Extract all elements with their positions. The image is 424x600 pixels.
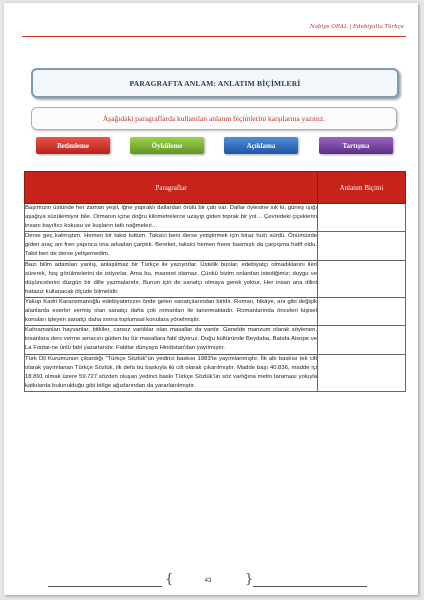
paragraph-text: Başımızın üstünde her zaman yeşil, iğne yapraklı dallardan örülü bir çatı var. Dallar öylesine sık ki, güneş ışığı aşağıya süzülemiyor bile. Ormanın içine doğru kilometrelerce uzayıp giden toprak bir yol… Çevredeki çiçeklerin insanı bayıltıcı kokusu ve kuşların tatlı nağmeleri…: [25, 204, 318, 232]
table-row: [25, 232, 406, 260]
answer-cell[interactable]: [318, 297, 406, 325]
paragraph-text: Kahramanları hayvanlar, bitkiler, cansız varlıklar olan masallar da vardır. Genelde manzum olarak söylenen, insanlara ders verme amacını güden bu tür masallara fabl diyoruz. Doğu kültüründe Beydaba, Batıda Aisope ve La Fontai-ne ünlü fabl yazarlarıdır. Fabllar dünyaya Hindistan'dan yayılmıştır.: [25, 326, 318, 354]
footer-line-left: [48, 586, 162, 587]
table-row: [25, 297, 406, 325]
betimleme-button[interactable]: Betimleme: [36, 137, 110, 154]
footer-line-right: [253, 586, 367, 587]
worksheet-page: [4, 3, 418, 595]
answer-cell[interactable]: [318, 326, 406, 354]
column-header-style: Anlatım Biçimi: [318, 172, 406, 204]
table-row: [25, 204, 406, 232]
table-row: [25, 354, 406, 391]
paragraph-text: Derse geç kalmıştım. Hemen bir taksi tuttum. Taksici beni derse yetiştirmek için biraz hızlı sürdü. Önümüzde giden araç ani fren yapınca ona arkadan çarptık. Bereket, taksici hemen frene basmıştı da çarpışma hafif oldu. Tabii ben de derse yetişemedim.: [25, 232, 318, 260]
left-brace-icon: {: [165, 572, 174, 587]
table-row: [25, 260, 406, 297]
table-header-row: [25, 172, 406, 204]
oykuleme-button[interactable]: Öyküleme: [130, 137, 204, 154]
answer-cell[interactable]: [318, 232, 406, 260]
tartisma-button[interactable]: Tartışma: [319, 137, 393, 154]
paragraph-text: Bazı bilim adamları yanlış, anlaşılmaz bir Türkçe ile yazıyorlar. Üstelik bunlar, edebiyatçı olmadıklarını ileri sürerek, hoş görülmelerini de istiyorlar. Ama bu, mazeret olamaz. Çünkü bizim onlardan istediğimiz; duygu ve düşüncelerini düzgün bir dille yazmalarıdır. Bunun için de sanatçı olmaya gerek yoktur. Her insan ana dilini hatasız kullanacak ölçüde bilmelidir.: [25, 260, 318, 297]
instruction-box: [31, 107, 397, 130]
page-title: PARAGRAFTA ANLAM: ANLATIM BİÇİMLERİ: [129, 78, 301, 88]
table-row: [25, 326, 406, 354]
header-divider: [22, 36, 406, 37]
instruction-text: Aşağıdaki paragraflarda kullanılan anlatım biçimlerini karşılarına yazınız.: [102, 114, 326, 123]
paragraph-text: Türk Dil Kurumunun çıkardığı "Türkçe Sözlük"ün yedinci baskısı 1983'te yayımlanmıştır. İlk altı baskısı tek cilt olarak yayımlanan Türkçe Sözlük, ilk defa bu baskıyla iki cilt olarak çıkarılmıştır. Madde başı 40.836, madde içi 18.891 olmak üzere 59.727 sözden oluşan yedinci baskı Türkçe Sözlük'ün söz varlığına metin taraması yoluyla katkılarda bulunulduğu gibi bölge ağızlarından da yararlanılmıştır.: [25, 354, 318, 391]
aciklama-button[interactable]: Açıklama: [224, 137, 298, 154]
paragraph-text: Yakup Kadri Karaosmanoğlu edebiyatımızın önde gelen sanatçılarından biridir. Roman, hikâye, anı gibi değişik alanlarda eserler vermiş olan sanatçı daha çok romanları ile tanınmaktadır. Romanlarında önceleri kişisel konuları işleyen sanatçı daha sonra toplumsal konulara yönelmiştir.: [25, 297, 318, 325]
right-brace-icon: }: [245, 572, 254, 587]
column-header-paragraphs: Paragraflar: [25, 172, 318, 204]
page-number: 43: [204, 578, 212, 584]
answer-cell[interactable]: [318, 260, 406, 297]
paragraph-table: [24, 171, 406, 392]
answer-cell[interactable]: [318, 354, 406, 391]
title-box: [31, 68, 399, 98]
header-author: Nabiye ORAL | Edebiyatla Türkçe: [309, 24, 404, 30]
answer-cell[interactable]: [318, 204, 406, 232]
